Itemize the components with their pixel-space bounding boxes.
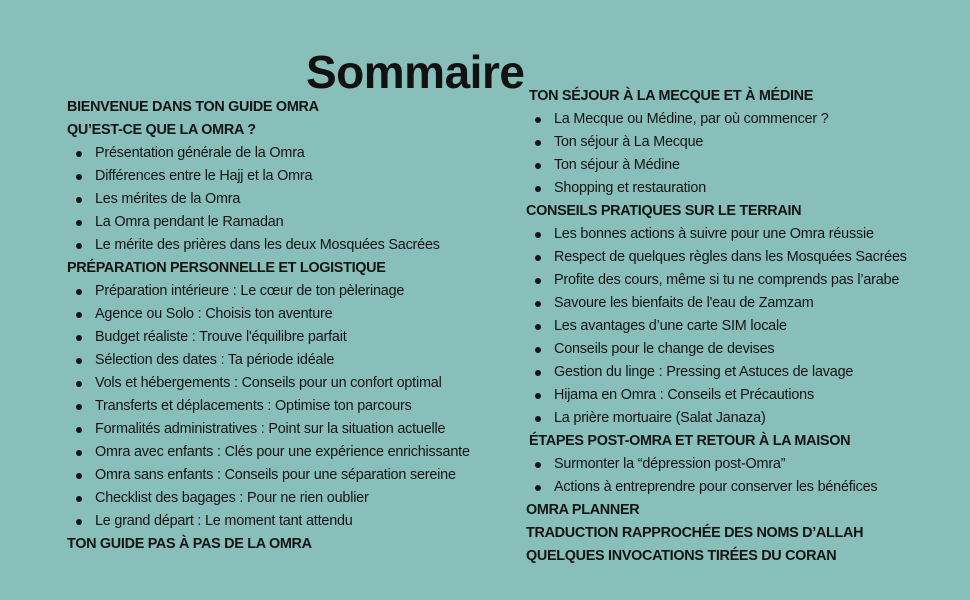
section-heading-qu-est-ce-que-la-omra: QU’EST-CE QUE LA OMRA ? <box>67 122 256 138</box>
bullet-icon <box>76 312 82 318</box>
toc-item-label: Checklist des bagages : Pour ne rien oublier <box>95 490 369 506</box>
toc-item-label: Différences entre le Hajj et la Omra <box>95 168 313 184</box>
page-title: Sommaire <box>306 45 525 98</box>
toc-item <box>67 326 507 349</box>
section-item-list <box>526 108 966 200</box>
toc-item-label: Profite des cours, même si tu ne comprends pas l’arabe <box>554 272 900 288</box>
bullet-icon <box>76 381 82 387</box>
toc-item <box>526 476 966 499</box>
toc-item <box>526 453 966 476</box>
toc-item <box>526 384 966 407</box>
bullet-icon <box>535 393 541 399</box>
toc-item <box>526 338 966 361</box>
toc-item <box>526 154 966 177</box>
bullet-icon <box>76 243 82 249</box>
toc-item <box>67 303 507 326</box>
bullet-icon <box>76 450 82 456</box>
bullet-icon <box>76 151 82 157</box>
section-heading-bienvenue-dans-ton-guide-omra: BIENVENUE DANS TON GUIDE OMRA <box>67 99 319 115</box>
toc-item-label: Vols et hébergements : Conseils pour un confort optimal <box>95 375 442 391</box>
toc-item <box>67 510 507 533</box>
toc-item-label: Hijama en Omra : Conseils et Précautions <box>554 387 814 403</box>
bullet-icon <box>535 255 541 261</box>
bullet-icon <box>76 358 82 364</box>
section-item-list <box>526 453 966 499</box>
toc-item-label: Budget réaliste : Trouve l'équilibre parfait <box>95 329 347 345</box>
bullet-icon <box>76 174 82 180</box>
toc-item <box>67 395 507 418</box>
bullet-icon <box>535 324 541 330</box>
bullet-icon <box>535 232 541 238</box>
section-heading-ton-guide-pas-a-pas-de-la-omra: TON GUIDE PAS À PAS DE LA OMRA <box>67 536 312 552</box>
toc-right-column <box>526 85 966 568</box>
toc-item-label: Préparation intérieure : Le cœur de ton pèlerinage <box>95 283 405 299</box>
toc-item <box>67 142 507 165</box>
bullet-icon <box>76 496 82 502</box>
toc-item-label: Shopping et restauration <box>554 180 707 196</box>
toc-item <box>67 234 507 257</box>
toc-item-label: Savoure les bienfaits de l'eau de Zamzam <box>554 295 814 311</box>
bullet-icon <box>76 335 82 341</box>
section-heading-omra-planner: OMRA PLANNER <box>526 502 640 518</box>
toc-item-label: Transferts et déplacements : Optimise ton parcours <box>95 398 412 414</box>
bullet-icon <box>535 117 541 123</box>
toc-item-label: Les avantages d’une carte SIM locale <box>554 318 787 334</box>
toc-left-column <box>67 96 507 556</box>
toc-item <box>526 223 966 246</box>
toc-item <box>67 165 507 188</box>
section-heading-ton-sejour-a-la-mecque-et-a-medine: TON SÉJOUR À LA MECQUE ET À MÉDINE <box>529 88 814 104</box>
bullet-icon <box>535 462 541 468</box>
bullet-icon <box>535 416 541 422</box>
toc-item-label: Les mérites de la Omra <box>95 191 241 207</box>
toc-item-label: Omra avec enfants : Clés pour une expérience enrichissante <box>95 444 470 460</box>
toc-item <box>526 131 966 154</box>
bullet-icon <box>76 197 82 203</box>
bullet-icon <box>76 473 82 479</box>
toc-item-label: Surmonter la “dépression post-Omra” <box>554 456 786 472</box>
bullet-icon <box>76 289 82 295</box>
toc-item <box>67 418 507 441</box>
toc-item <box>526 292 966 315</box>
toc-item-label: Ton séjour à La Mecque <box>554 134 704 150</box>
toc-item <box>526 177 966 200</box>
toc-item <box>67 349 507 372</box>
toc-item <box>526 407 966 430</box>
bullet-icon <box>535 485 541 491</box>
toc-item-label: Ton séjour à Médine <box>554 157 680 173</box>
bullet-icon <box>76 427 82 433</box>
section-heading-preparation-personnelle-et-logistique: PRÉPARATION PERSONNELLE ET LOGISTIQUE <box>67 260 386 276</box>
toc-item-label: Sélection des dates : Ta période idéale <box>95 352 335 368</box>
bullet-icon <box>535 347 541 353</box>
toc-item <box>67 487 507 510</box>
toc-item <box>526 361 966 384</box>
toc-item-label: Les bonnes actions à suivre pour une Omra réussie <box>554 226 874 242</box>
toc-item <box>526 108 966 131</box>
toc-item-label: Le mérite des prières dans les deux Mosquées Sacrées <box>95 237 440 253</box>
toc-item-label: Conseils pour le change de devises <box>554 341 775 357</box>
bullet-icon <box>535 278 541 284</box>
toc-item <box>67 211 507 234</box>
section-item-list <box>67 142 507 257</box>
section-heading-quelques-invocations-tirees-du-coran: QUELQUES INVOCATIONS TIRÉES DU CORAN <box>526 548 837 564</box>
section-item-list <box>67 280 507 533</box>
toc-item-label: Formalités administratives : Point sur la situation actuelle <box>95 421 446 437</box>
toc-item-label: La prière mortuaire (Salat Janaza) <box>554 410 766 426</box>
bullet-icon <box>535 186 541 192</box>
bullet-icon <box>535 370 541 376</box>
toc-item <box>67 441 507 464</box>
bullet-icon <box>535 163 541 169</box>
toc-item-label: Respect de quelques règles dans les Mosquées Sacrées <box>554 249 907 265</box>
section-heading-conseils-pratiques-sur-le-terrain: CONSEILS PRATIQUES SUR LE TERRAIN <box>526 203 802 219</box>
section-item-list <box>526 223 966 430</box>
bullet-icon <box>76 220 82 226</box>
toc-item <box>67 464 507 487</box>
section-heading-traduction-rapprochee-des-noms-d-allah: TRADUCTION RAPPROCHÉE DES NOMS D’ALLAH <box>526 525 864 541</box>
toc-item <box>67 280 507 303</box>
toc-item-label: Gestion du linge : Pressing et Astuces de lavage <box>554 364 854 380</box>
section-heading-etapes-post-omra-et-retour-a-la-maison: ÉTAPES POST-OMRA ET RETOUR À LA MAISON <box>529 433 851 449</box>
toc-item <box>526 315 966 338</box>
toc-item-label: La Mecque ou Médine, par où commencer ? <box>554 111 829 127</box>
toc-item-label: Agence ou Solo : Choisis ton aventure <box>95 306 333 322</box>
toc-item <box>67 188 507 211</box>
toc-item-label: Le grand départ : Le moment tant attendu <box>95 513 353 529</box>
bullet-icon <box>535 301 541 307</box>
toc-item-label: Présentation générale de la Omra <box>95 145 305 161</box>
toc-item <box>526 269 966 292</box>
toc-item-label: Omra sans enfants : Conseils pour une séparation sereine <box>95 467 456 483</box>
bullet-icon <box>535 140 541 146</box>
toc-item <box>67 372 507 395</box>
toc-item <box>526 246 966 269</box>
toc-item-label: Actions à entreprendre pour conserver les bénéfices <box>554 479 878 495</box>
bullet-icon <box>76 404 82 410</box>
bullet-icon <box>76 519 82 525</box>
toc-item-label: La Omra pendant le Ramadan <box>95 214 284 230</box>
